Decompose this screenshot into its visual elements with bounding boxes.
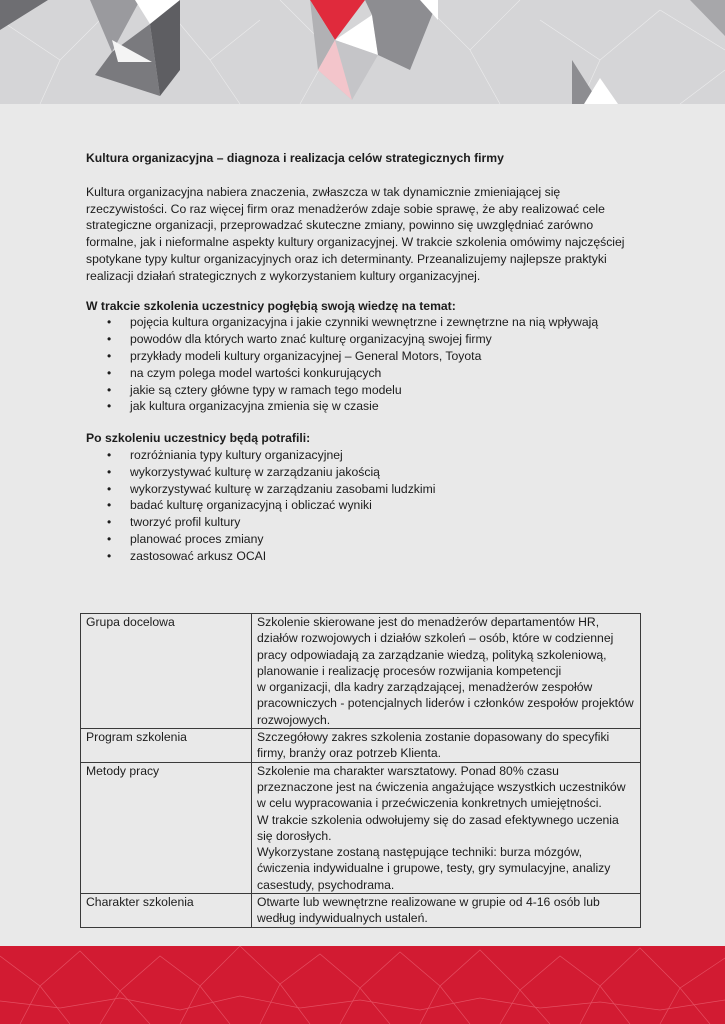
list-item: • planować proces zmiany [86,531,642,548]
knowledge-heading: W trakcie szkolenia uczestnicy pogłębią swoją wiedzę na temat: [86,298,456,313]
list-item: • wykorzystywać kulturę w zarządzaniu zasobami ludzkimi [86,481,642,498]
table-row [81,894,641,928]
list-item: • wykorzystywać kulturę w zarządzaniu jakością [86,464,642,481]
value-line: ćwiczenia indywidualne i grupowe, testy, gry symulacyjne, analizy [257,861,611,876]
value-line: Wykorzystane zostaną następujące techniki: burza mózgów, [257,845,583,860]
document-body [86,150,642,580]
value-line: Otwarte lub wewnętrzne realizowane w grupie od 4-16 osób lub [257,895,600,910]
row-value [252,894,641,928]
row-label: Program szkolenia [81,729,252,763]
value-line: działów rozwojowych i działów szkoleń – osób, które w codziennej [257,631,614,646]
list-item: • pojęcia kultura organizacyjna i jakie czynniki wewnętrzne i zewnętrzne na nią wpływają [86,314,642,331]
value-line: Szczegółowy zakres szkolenia zostanie dopasowany do specyfiki [257,730,610,745]
list-item: • na czym polega model wartości konkurujących [86,365,642,382]
header-geometric-pattern [0,0,725,104]
value-line: pracowniczych - potencjalnych liderów i członków zespołów projektów [257,696,634,711]
training-info-table [80,613,641,928]
intro-paragraph: Kultura organizacyjna nabiera znaczenia, zwłaszcza w tak dynamicznie zmieniającej się rzeczywistości. Co raz więcej firm oraz menadżerów zdaje sobie sprawę, że aby realizować cele strategiczne organizacji, przeprowadzać skuteczne zmiany, powinno się uwzględniać zarówno formalne, jak i nieformalne aspekty kultury organizacyjnej. W trakcie szkolenia omówimy najczęściej spotykane typy kultur organizacyjnych oraz ich determinanty. Przeanalizujemy najlepsze praktyki realizacji działań strategicznych z wykorzystaniem kultury organizacyjnej. [86,184,625,283]
row-label: Charakter szkolenia [81,894,252,928]
table-row [81,729,641,763]
value-line: Szkolenie skierowane jest do menadżerów departamentów HR, [257,615,600,629]
knowledge-list [86,314,642,415]
row-value [252,729,641,763]
value-line: się dorosłych. [257,828,332,843]
value-line: casestudy, psychodrama. [257,877,395,892]
table-row [81,762,641,893]
value-line: W trakcie szkolenia odwołujemy się do zasad efektywnego uczenia [257,812,619,827]
table-row [81,614,641,729]
value-line: według indywidualnych ustaleń. [257,911,428,926]
value-line: rozwojowych. [257,712,331,727]
value-line: Szkolenie ma charakter warsztatowy. Ponad 80% czasu [257,763,559,778]
footer-geometric-pattern [0,946,725,1024]
skills-heading: Po szkoleniu uczestnicy będą potrafili: [86,431,311,446]
row-label: Metody pracy [81,762,252,893]
list-item: • jakie są cztery główne typy w ramach tego modelu [86,382,642,399]
page-title: Kultura organizacyjna – diagnoza i realizacja celów strategicznych firmy [86,151,504,165]
list-item: • rozróżniania typy kultury organizacyjnej [86,447,642,464]
list-item: • jak kultura organizacyjna zmienia się w czasie [86,398,642,415]
value-line: firmy, branży oraz potrzeb Klienta. [257,746,442,761]
row-value [252,614,641,729]
list-item: • badać kulturę organizacyjną i obliczać wyniki [86,497,642,514]
value-line: przeznaczone jest na ćwiczenia angażujące wszystkich uczestników [257,779,626,794]
list-item: • powodów dla których warto znać kulturę organizacyjną swojej firmy [86,331,642,348]
footer-decoration [0,946,725,1024]
value-line: w organizacji, dla kadry zarządzającej, menadżerów zespołów [257,680,593,695]
value-line: planowanie i realizację procesów rozwijania kompetencji [257,663,562,678]
list-item: • przykłady modeli kultury organizacyjnej – General Motors, Toyota [86,348,642,365]
value-line: pracy odpowiadają za zarządzanie wiedzą, polityką szkoleniową, [257,647,607,662]
list-item: • tworzyć profil kultury [86,514,642,531]
row-value [252,762,641,893]
skills-list [86,447,642,565]
row-label: Grupa docelowa [81,614,252,729]
list-item: • zastosować arkusz OCAI [86,548,642,565]
header-decoration [0,0,725,104]
value-line: w celu wypracowania i przećwiczenia konkretnych umiejętności. [257,796,602,811]
